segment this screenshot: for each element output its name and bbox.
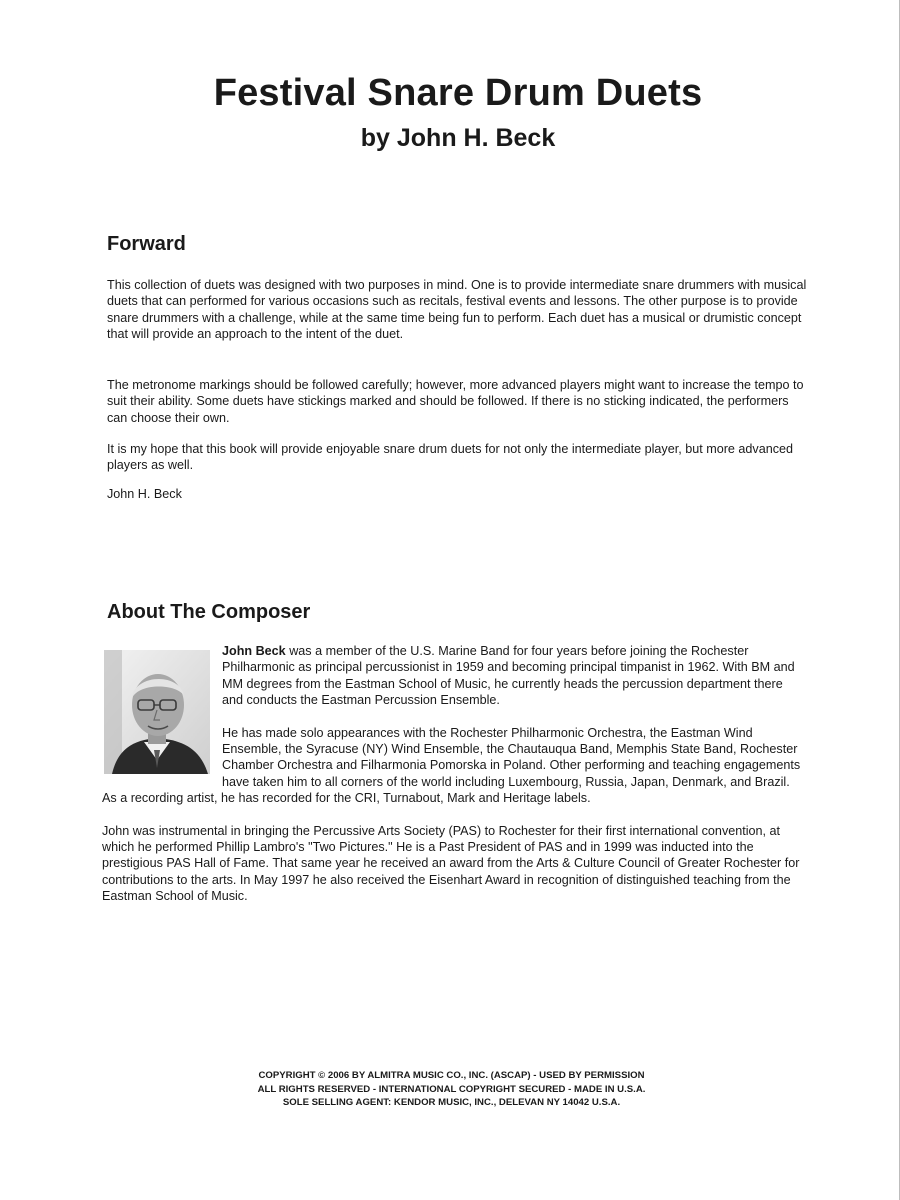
forward-paragraph-2: The metronome markings should be followed carefully; however, more advanced players might want to increase the tempo to suit their ability. Some duets have stickings marked and should be followed. If there is no sticking indicated, the performers can choose their own. <box>107 378 804 425</box>
copyright-line-1: COPYRIGHT © 2006 BY ALMITRA MUSIC CO., INC. (ASCAP) - USED BY PERMISSION <box>258 1070 645 1081</box>
bio-paragraph-3: John was instrumental in bringing the Percussive Arts Society (PAS) to Rochester for their first international convention, at which he performed Phillip Lambro's "Two Pictures." He is a Past President of PAS and in 1999 was inducted into the prestigious PAS Hall of Fame. That same year he received an award from the Arts & Culture Council of Greater Rochester for contributions to the arts. In May 1997 he also received the Eisenhart Award in recognition of distinguished teaching from the Eastman School of Music. <box>102 823 800 904</box>
page-byline: by John H. Beck <box>360 124 556 152</box>
forward-paragraph-3: It is my hope that this book will provide enjoyable snare drum duets for not only the intermediate player, but more advanced players as well. <box>107 442 794 473</box>
bio-paragraph-2: He has made solo appearances with the Rochester Philharmonic Orchestra, the Eastman Wind Ensemble, the Syracuse (NY) Wind Ensemble, the Chautauqua Band, Memphis State Band, Rochester Chamber Orchestra and Filharmonia Pomorska in Poland. Other performing and teaching engagements have taken him to all corners of the world including Luxembourg, Russia, Japan, Denmark, and Brazil. As a recording artist, he has recorded for the CRI, Turnabout, Mark and Heritage labels. <box>102 725 801 806</box>
copyright-line-3: SOLE SELLING AGENT: KENDOR MUSIC, INC., DELEVAN NY 14042 U.S.A. <box>282 1097 621 1108</box>
bio-paragraph-1-text: was a member of the U.S. Marine Band for four years before joining the Rochester Philharmonic as principal percussionist in 1959 and becoming principal timpanist in 1962. With BM and MM degrees from the Eastman School of Music, he currently heads the percussion department there and conducts the Eastman Percussion Ensemble. <box>222 644 795 708</box>
composer-name: John Beck <box>222 644 286 658</box>
copyright-notice <box>0 1069 900 1110</box>
copyright-line-2: ALL RIGHTS RESERVED - INTERNATIONAL COPYRIGHT SECURED - MADE IN U.S.A. <box>257 1083 646 1095</box>
composer-bio <box>102 643 807 921</box>
forward-paragraph-1: This collection of duets was designed with two purposes in mind. One is to provide intermediate snare drummers with musical duets that can performed for various occasions such as recitals, festival events and lessons. The other purpose is to provide snare drummers with a challenge, while at the same time being fun to perform. Each duet has a musical or drumistic concept that will provide an approach to the intent of the duet. <box>107 278 807 342</box>
page-title: Festival Snare Drum Duets <box>213 72 703 114</box>
forward-signature: John H. Beck <box>107 487 182 501</box>
about-composer-heading: About The Composer <box>107 601 311 623</box>
photo-wrap-space <box>102 643 222 777</box>
forward-heading: Forward <box>107 233 186 255</box>
